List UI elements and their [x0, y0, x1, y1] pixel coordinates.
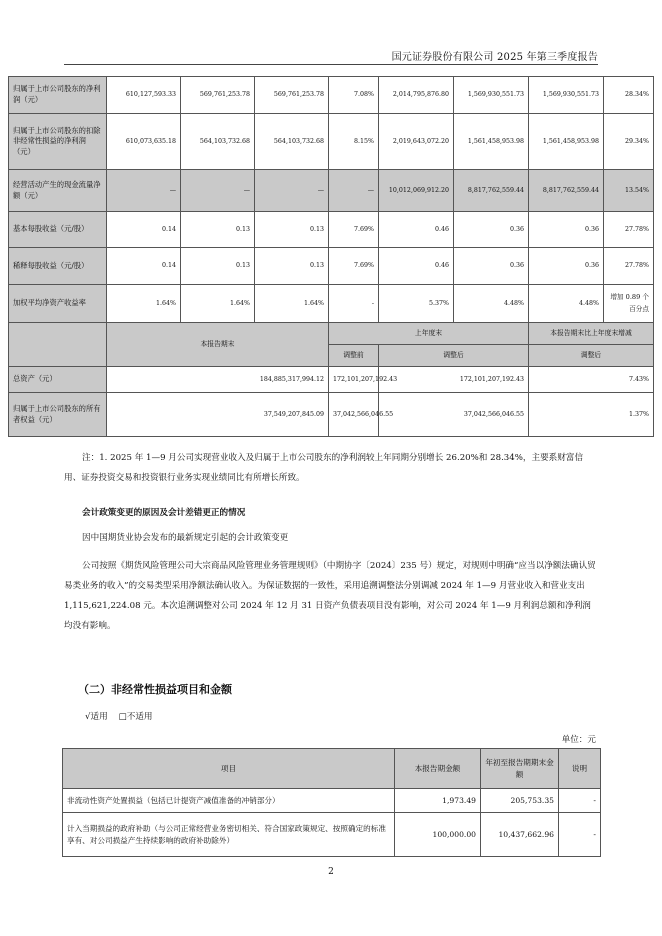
row-label: 加权平均净资产收益率	[9, 285, 107, 323]
cell: 29.34%	[604, 114, 654, 170]
cell: 37,042,566,046.55	[379, 393, 529, 437]
cell: 28.34%	[604, 77, 654, 114]
header-after: 调整后	[379, 345, 529, 367]
cell: —	[329, 170, 379, 212]
table-row	[9, 285, 654, 323]
cell: 增加 0.89 个百分点	[604, 285, 654, 323]
table-row	[9, 170, 654, 212]
table-row	[63, 789, 601, 813]
note-paragraph: 注：1. 2025 年 1—9 月公司实现营业收入及归属于上市公司股东的净利润较上年同期分别增长 26.20%和 28.34%，主要系财富信用、证券投资交易和投资银行业务实现业绩同比有所增长所致。	[64, 453, 584, 483]
cell: 1,569,930,551.73	[454, 77, 529, 114]
row-label: 经营活动产生的现金流量净额（元）	[9, 170, 107, 212]
cell: 10,437,662.96	[481, 813, 559, 857]
row-label: 稀释每股收益（元/股）	[9, 248, 107, 285]
table-header-row	[63, 749, 601, 789]
cell: -	[559, 789, 601, 813]
balance-header-row	[9, 323, 654, 345]
section-title: （二）非经常性损益项目和金额	[78, 683, 232, 696]
cell: 37,042,566,046.55	[329, 393, 379, 437]
cell: —	[255, 170, 329, 212]
unit-label: 单位：元	[561, 735, 596, 745]
cell: 0.36	[529, 248, 604, 285]
section-heading: 会计政策变更的原因及会计差错更正的情况	[82, 508, 246, 518]
cell: 0.14	[107, 248, 181, 285]
cell: 7.69%	[329, 212, 379, 248]
change-body: 公司按照《期货风险管理公司大宗商品风险管理业务管理规则》（中期协字〔2024〕235 号）规定，对规则中明确“应当以净额法确认贸易类业务的收入”的交易类型采用净额法确认收入。为保证数据的一致性，采用追溯调整法分别调减 2024 年 1—9 月营业收入和营业支出 1,115,621,224.08 元。本次追溯调整对公司 2024 年 12 月 31 日资产负债表项目没有影响，对公司 2024 年 1—9 月利润总额和净利润均没有影响。	[64, 561, 596, 631]
cell: 205,753.35	[481, 789, 559, 813]
cell: 0.13	[255, 248, 329, 285]
cell: 27.78%	[604, 212, 654, 248]
cell: 37,549,207,845.09	[107, 393, 329, 437]
cell: 8,817,762,559.44	[454, 170, 529, 212]
financial-data-table	[8, 76, 654, 437]
header-divider	[64, 64, 598, 65]
header-before: 调整前	[329, 345, 379, 367]
cell: 10,012,069,912.20	[379, 170, 454, 212]
cell: 100,000.00	[395, 813, 481, 857]
col-desc: 说明	[559, 749, 601, 789]
cell: 1.64%	[107, 285, 181, 323]
table-row	[63, 813, 601, 857]
cell: 0.36	[529, 212, 604, 248]
cell: 1,561,458,953.98	[454, 114, 529, 170]
table-row	[9, 114, 654, 170]
cell: 0.13	[255, 212, 329, 248]
cell: 564,103,732.68	[255, 114, 329, 170]
cell: 13.54%	[604, 170, 654, 212]
col-item: 项目	[63, 749, 395, 789]
cell: 610,073,635.18	[107, 114, 181, 170]
change-reason: 因中国期货业协会发布的最新规定引起的会计政策变更	[82, 533, 289, 543]
cell: 4.48%	[454, 285, 529, 323]
cell: 7.69%	[329, 248, 379, 285]
table-row	[9, 212, 654, 248]
header-prior-year-end: 上年度末	[329, 323, 529, 345]
header-after-2: 调整后	[529, 345, 654, 367]
cell: 8.15%	[329, 114, 379, 170]
row-label: 归属于上市公司股东的所有者权益（元）	[9, 393, 107, 437]
report-header: 国元证券股份有限公司 2025 年第三季度报告	[391, 52, 598, 63]
cell: 2,014,795,876.80	[379, 77, 454, 114]
cell: 564,103,732.68	[181, 114, 255, 170]
col-current: 本报告期金额	[395, 749, 481, 789]
row-label: 归属于上市公司股东的扣除非经常性损益的净利润（元）	[9, 114, 107, 170]
cell: 7.08%	[329, 77, 379, 114]
cell: 569,761,253.78	[255, 77, 329, 114]
cell: 0.46	[379, 248, 454, 285]
cell: 0.36	[454, 212, 529, 248]
cell: 0.36	[454, 248, 529, 285]
cell: 184,885,317,994.12	[107, 367, 329, 393]
col-ytd: 年初至报告期期末金额	[481, 749, 559, 789]
cell: 8,817,762,559.44	[529, 170, 604, 212]
cell: 1,973.49	[395, 789, 481, 813]
table-row	[9, 367, 654, 393]
cell: 0.46	[379, 212, 454, 248]
row-label: 基本每股收益（元/股）	[9, 212, 107, 248]
page-number: 2	[328, 867, 334, 877]
cell: 7.43%	[529, 367, 654, 393]
cell: —	[181, 170, 255, 212]
applicable-checked: √适用	[85, 712, 108, 722]
cell: 569,761,253.78	[181, 77, 255, 114]
cell: 1.64%	[255, 285, 329, 323]
cell: 172,101,207,192.43	[379, 367, 529, 393]
cell: 0.14	[107, 212, 181, 248]
cell: 4.48%	[529, 285, 604, 323]
cell: 0.13	[181, 248, 255, 285]
cell: 172,101,207,192.43	[329, 367, 379, 393]
cell: 1.37%	[529, 393, 654, 437]
cell: 0.13	[181, 212, 255, 248]
table-row	[9, 248, 654, 285]
cell: 2,019,643,072.20	[379, 114, 454, 170]
cell: 计入当期损益的政府补助（与公司正常经营业务密切相关、符合国家政策规定、按照确定的标准享有、对公司损益产生持续影响的政府补助除外）	[63, 813, 395, 857]
table-row	[9, 393, 654, 437]
non-recurring-items-table	[62, 748, 601, 857]
not-applicable: □不适用	[118, 712, 153, 722]
cell: 非流动性资产处置损益（包括已计提资产减值准备的冲销部分）	[63, 789, 395, 813]
cell: 5.37%	[379, 285, 454, 323]
cell: 27.78%	[604, 248, 654, 285]
header-period-end: 本报告期末	[107, 323, 329, 367]
header-blank	[9, 323, 107, 367]
cell: 1.64%	[181, 285, 255, 323]
row-label: 归属于上市公司股东的净利润（元）	[9, 77, 107, 114]
row-label: 总资产（元）	[9, 367, 107, 393]
cell: -	[329, 285, 379, 323]
applicability	[85, 710, 153, 722]
cell: 610,127,593.33	[107, 77, 181, 114]
header-change: 本报告期末比上年度末增减	[529, 323, 654, 345]
table-row	[9, 77, 654, 114]
cell: 1,561,458,953.98	[529, 114, 604, 170]
cell: 1,569,930,551.73	[529, 77, 604, 114]
cell: —	[107, 170, 181, 212]
cell: -	[559, 813, 601, 857]
